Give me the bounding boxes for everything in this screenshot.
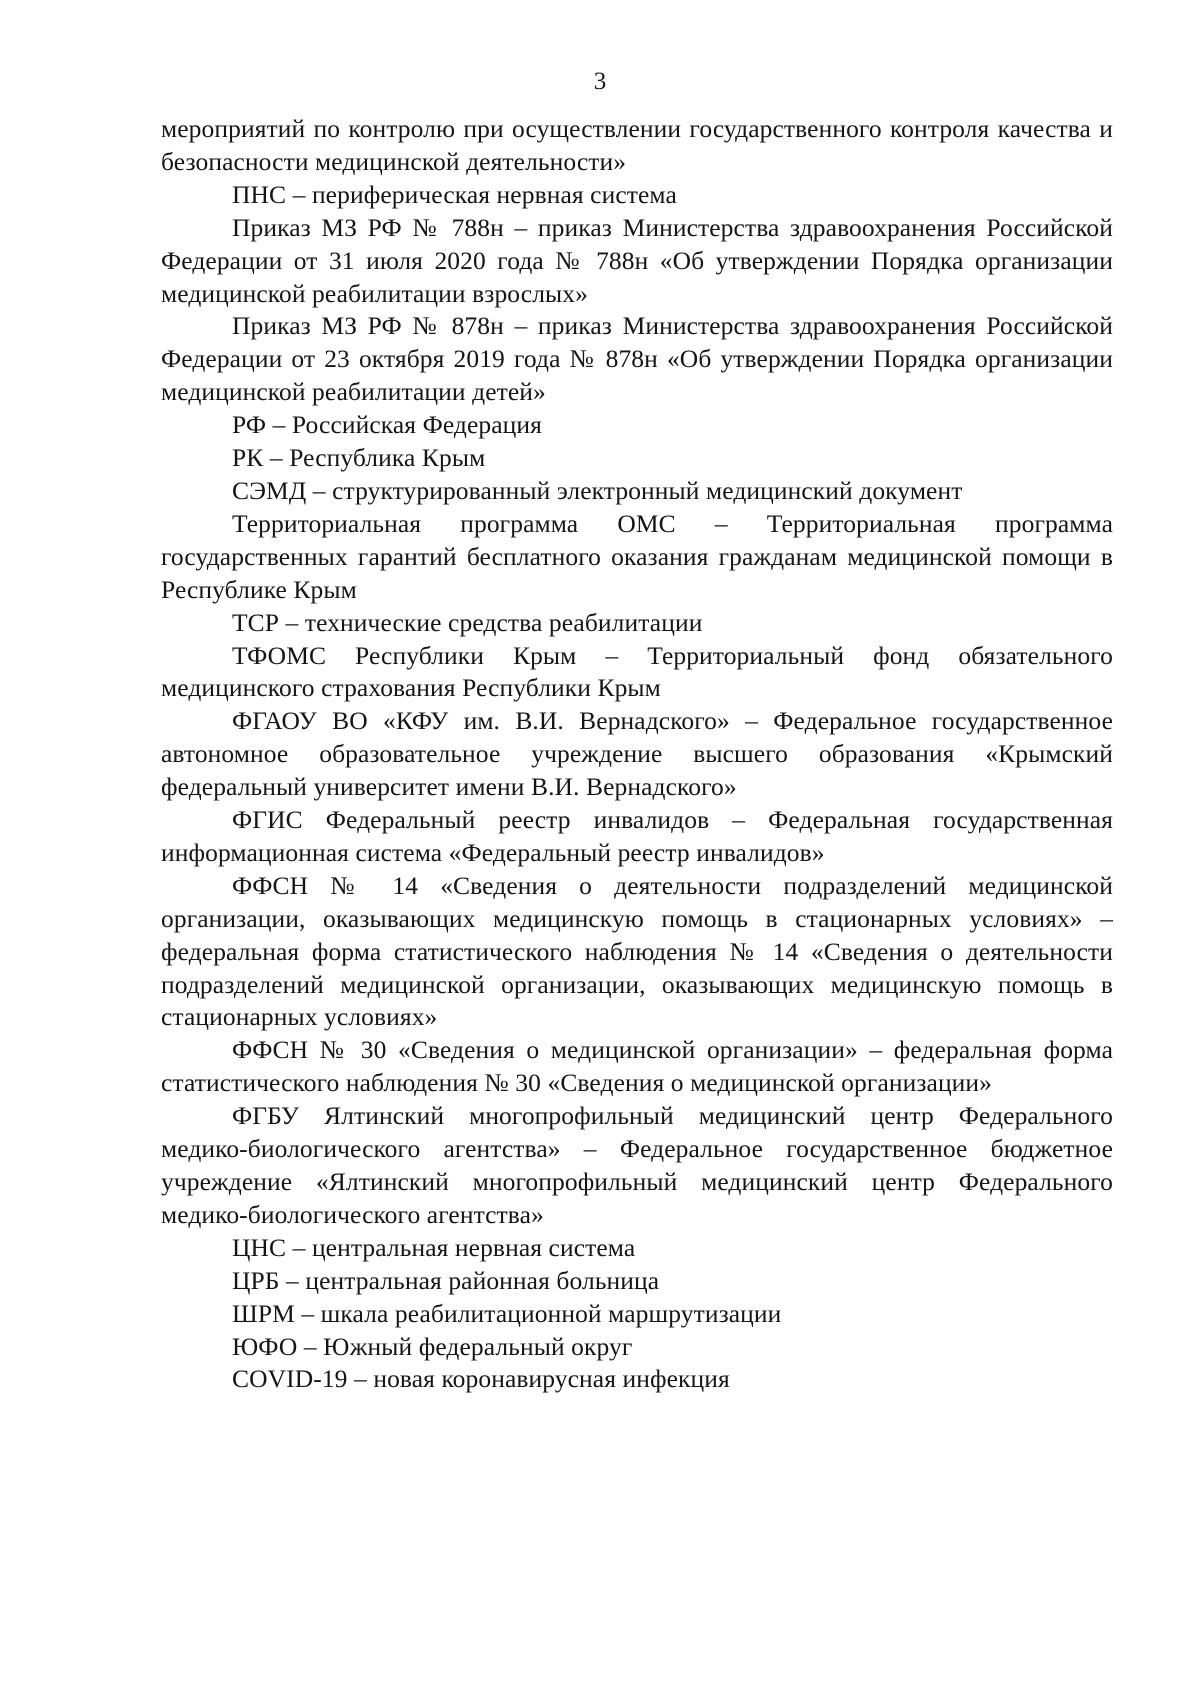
abbreviation-cns: ЦНС – центральная нервная система bbox=[232, 1232, 636, 1262]
abbreviation-order-788n: Приказ МЗ РФ № 788н – приказ Министерства здравоохранения Российской Федерации от 31 июля 2020 года № 788н «Об утверждении Порядка организации медицинской реабилитации взрослых» bbox=[161, 212, 1113, 308]
abbreviation-ffsn-30: ФФСН № 30 «Сведения о медицинской организации» – федеральная форма статистического наблюдения № 30 «Сведения о медицинской организации» bbox=[161, 1035, 1113, 1098]
abbreviation-crb: ЦРБ – центральная районная больница bbox=[232, 1265, 660, 1295]
abbreviation-rk: РК – Республика Крым bbox=[232, 443, 486, 473]
abbreviation-territorial-program: Территориальная программа ОМС – Территориальная программа государственных гарантий бесплатного оказания гражданам медицинской помощи в Республике Крым bbox=[161, 508, 1113, 604]
abbreviation-covid: COVID-19 – новая коронавирусная инфекция bbox=[232, 1364, 730, 1394]
abbreviation-pns: ПНС – периферическая нервная система bbox=[232, 179, 677, 209]
abbreviation-tfoms: ТФОМС Республики Крым – Территориальный фонд обязательного медицинского страхования Республики Крым bbox=[161, 640, 1113, 703]
abbreviation-kfu: ФГАОУ ВО «КФУ им. В.И. Вернадского» – Федеральное государственное автономное образовательное учреждение высшего образования «Крымский федеральный университет имени В.И. Вернадского» bbox=[161, 706, 1113, 802]
abbreviation-yufo: ЮФО – Южный федеральный округ bbox=[232, 1331, 633, 1361]
abbreviation-tsr: ТСР – технические средства реабилитации bbox=[232, 607, 703, 637]
abbreviation-shrm: ШРМ – шкала реабилитационной маршрутизации bbox=[232, 1298, 782, 1328]
page-number: 3 bbox=[593, 68, 607, 95]
abbreviation-rf: РФ – Российская Федерация bbox=[232, 410, 543, 440]
continuation-paragraph: мероприятий по контролю при осуществлении государственного контроля качества и безопасности медицинской деятельности» bbox=[161, 114, 1113, 176]
abbreviations-list bbox=[161, 113, 1113, 1396]
abbreviation-fgis: ФГИС Федеральный реестр инвалидов – Федеральная государственная информационная система «Федеральный реестр инвалидов» bbox=[161, 805, 1113, 867]
abbreviation-order-878n: Приказ МЗ РФ № 878н – приказ Министерства здравоохранения Российской Федерации от 23 октября 2019 года № 878н «Об утверждении Порядка организации медицинской реабилитации детей» bbox=[161, 311, 1113, 407]
abbreviation-fgbu-yalta: ФГБУ Ялтинский многопрофильный медицинский центр Федерального медико-биологического агентства» – Федеральное государственное бюджетное учреждение «Ялтинский многопрофильный медицинский центр Федерального медико-биологического агентства» bbox=[161, 1101, 1113, 1229]
abbreviation-ffsn-14: ФФСН № 14 «Сведения о деятельности подразделений медицинской организации, оказывающих медицинскую помощь в стационарных условиях» – федеральная форма статистического наблюдения № 14 «Сведения о деятельности подразделений медицинской организации, оказывающих медицинскую помощь в стационарных условиях» bbox=[161, 870, 1113, 1032]
abbreviation-semd: СЭМД – структурированный электронный медицинский документ bbox=[232, 475, 963, 505]
